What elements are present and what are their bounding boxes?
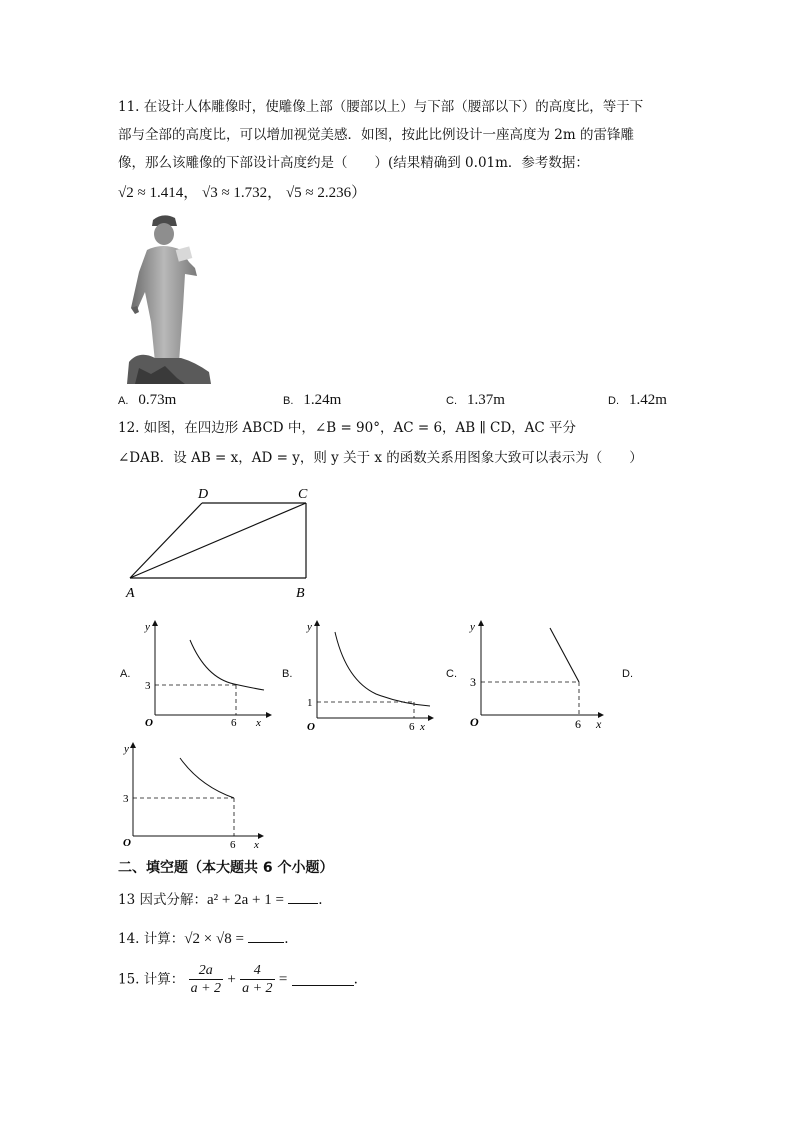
- graph-d-y-label: y: [124, 743, 129, 755]
- graph-a: [140, 618, 272, 730]
- q14-suffix: .: [284, 931, 289, 947]
- q15-answer-blank[interactable]: [292, 973, 354, 986]
- q14-prefix: 14. 计算：: [118, 931, 185, 947]
- label-b: B: [296, 586, 305, 601]
- label-c: C: [298, 487, 308, 502]
- q14-expression: √2 × √8 =: [184, 931, 244, 947]
- graph-b-x-tick: 6: [409, 721, 415, 733]
- graph-d-x-tick: 6: [230, 839, 236, 851]
- q13-prefix: 13 因式分解：: [118, 892, 207, 908]
- ref-sqrt2: √2 ≈ 1.414，: [118, 185, 199, 201]
- q12-option-c[interactable]: C.: [446, 668, 457, 680]
- graph-b-origin: O: [307, 721, 315, 733]
- graph-b-y-tick: 1: [307, 697, 313, 709]
- q11-option-a[interactable]: A. 0.73m: [118, 392, 177, 408]
- q15-prefix: 15. 计算：: [118, 971, 185, 988]
- graph-b: [302, 618, 436, 734]
- q14: [118, 930, 289, 948]
- graph-a-y-label: y: [145, 621, 150, 633]
- label-a: A: [126, 586, 135, 601]
- q11-line-2: 部与全部的高度比，可以增加视觉美感．如图，按此比例设计一座高度为 2m 的雷锋雕: [118, 127, 634, 143]
- graph-a-origin: O: [145, 717, 153, 729]
- q13: [118, 891, 323, 909]
- quadrilateral-figure: [118, 480, 328, 602]
- graph-c-y-label: y: [470, 621, 475, 633]
- q12-option-d[interactable]: D.: [622, 668, 633, 680]
- q13-expression: a² + 2a + 1 =: [206, 892, 284, 908]
- q15-fraction-1: $\frac{2a}{a + 2}$: [190, 963, 222, 996]
- graph-a-x-label: x: [256, 717, 261, 729]
- graph-b-y-label: y: [307, 621, 312, 633]
- graph-c-x-label: x: [596, 717, 602, 730]
- q15-plus: +: [227, 971, 236, 988]
- graph-b-x-label: x: [420, 721, 425, 733]
- q14-answer-blank[interactable]: [248, 930, 284, 943]
- q15-suffix: .: [353, 971, 358, 988]
- graph-c-x-tick: 6: [575, 717, 581, 730]
- segment-da: [130, 503, 202, 578]
- graph-c-y-tick: 3: [470, 675, 476, 689]
- q12-option-b[interactable]: B.: [282, 668, 293, 680]
- graph-a-y-tick: 3: [145, 680, 151, 692]
- q11-option-b[interactable]: B. 1.24m: [283, 392, 342, 408]
- graph-d-origin: O: [123, 837, 131, 849]
- diagonal-ac: [130, 503, 306, 578]
- q13-answer-blank[interactable]: [288, 891, 318, 904]
- q12-line-2: ∠DAB．设 AB = x，AD = y，则 y 关于 x 的函数关系用图象大致可以表示为（ ）: [118, 450, 643, 466]
- q12-option-a[interactable]: A.: [120, 668, 131, 680]
- label-d: D: [198, 487, 209, 502]
- graph-d-x-label: x: [254, 839, 259, 851]
- q11-option-d[interactable]: D. 1.42m: [608, 392, 667, 408]
- q15: [118, 961, 358, 1001]
- q11-line-1: 11. 在设计人体雕像时，使雕像上部（腰部以上）与下部（腰部以下）的高度比，等于下: [118, 99, 644, 115]
- ref-sqrt3: √3 ≈ 1.732，: [201, 185, 283, 201]
- q11-option-c[interactable]: C. 1.37m: [446, 392, 505, 408]
- graph-c: [466, 618, 608, 730]
- graph-d: [118, 740, 270, 852]
- graph-d-y-tick: 3: [123, 793, 129, 805]
- statue-image: [125, 212, 211, 384]
- q11-line-3: 像，那么该雕像的下部设计高度约是（ ）(结果精确到 0.01m．参考数据：: [118, 155, 589, 171]
- graph-a-x-tick: 6: [231, 717, 237, 729]
- section-heading: 二、填空题（本大题共 6 个小题）: [118, 860, 334, 876]
- q11-reference-data: [118, 184, 366, 202]
- q15-fraction-2: $\frac{4}{a + 2}$: [242, 963, 273, 996]
- q15-equals: =: [278, 971, 288, 988]
- ref-sqrt5: √5 ≈ 2.236）: [285, 185, 367, 201]
- graph-c-origin: O: [470, 715, 479, 729]
- q13-suffix: .: [318, 892, 323, 908]
- q12-line-1: 12. 如图，在四边形 ABCD 中，∠B = 90°，AC = 6，AB ∥ CD，AC 平分: [118, 420, 577, 436]
